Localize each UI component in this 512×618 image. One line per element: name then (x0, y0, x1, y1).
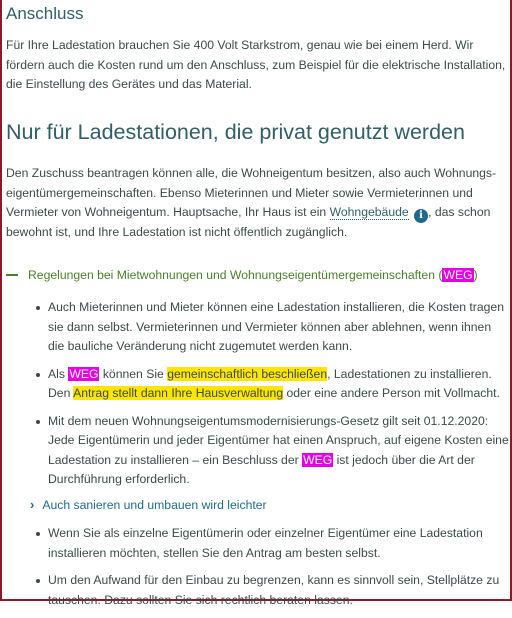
content-page (6, 0, 510, 607)
list-item: Wenn Sie als einzelne Eigentümerin oder einzelner Eigentümer eine Ladestation installieren möchten, stellen Sie den Antrag am besten selbst. (36, 524, 510, 563)
sanieren-link[interactable] (30, 497, 267, 512)
accordion-mietwohnungen[interactable] (6, 268, 510, 282)
list-item (36, 365, 510, 404)
eligibility-paragraph (6, 164, 510, 243)
accordion-label (28, 268, 478, 282)
section-title: Anschluss (6, 4, 84, 23)
list-item: Um den Aufwand für den Einbau zu begrenzen, kann es sinnvoll sein, Stellplätze zu tauschen. Dazu sollten Sie sich rechtlich beraten lassen. (36, 571, 510, 610)
collapse-minus-icon (6, 274, 18, 276)
sanieren-list (36, 524, 510, 618)
weg-highlight: WEG (443, 268, 473, 282)
accordion-label-close: ) (473, 268, 478, 282)
eligibility-text-2: , das schon bewohnt ist, und Ihre Ladestation ist nicht öffentlich zugänglich. (6, 205, 491, 239)
yellow-highlight: gemeinschaftlich beschließen (167, 366, 328, 381)
list-item: Auch Mieterinnen und Mieter können eine Ladestation installieren, die Kosten tragen sie dann selbst. Vermieterinnen und Vermieter können aber ablehnen, wenn ihnen die bauliche Veränderung nicht zugemutet werden kann. (36, 298, 510, 357)
weg-highlight: WEG (69, 366, 99, 381)
regelungen-list (36, 298, 510, 498)
info-icon[interactable]: i (414, 209, 428, 223)
list-text: können Sie (99, 366, 168, 381)
list-text: , Ladestationen zu installieren. Den (48, 366, 492, 400)
anschluss-paragraph: Für Ihre Ladestation brauchen Sie 400 Volt Starkstrom, genau wie bei einem Herd. Wir fördern auch die Kosten rund um den Anschluss, zum Beispiel für die elektrische Installation, die Einstellung des Gerätes und das Material. (6, 38, 506, 91)
list-text: ist jedoch über die Art der Durchführung erforderlich. (48, 452, 475, 486)
sanieren-label: Auch sanieren und umbauen wird leichter (42, 497, 267, 512)
list-text: Mit dem neuen Wohnungseigentumsmodernisierungs-Gesetz gilt seit 01.12.2020: Jede Eigentümerin und jeder Eigentümer hat einen Anspruch, auf eigene Kosten eine Ladestation zu installieren – ein Beschluss der (48, 413, 509, 467)
chevron-right-icon: › (30, 497, 35, 512)
weg-highlight: WEG (303, 452, 333, 467)
eligibility-text-1: Den Zuschuss beantragen können alle, die Wohneigentum besitzen, also auch Wohnungs-eigentümergemeinschaften. Ebenso Mieterinnen und Mieter sowie Vermieterinnen und Vermieter von Wohneigentum. Hauptsache, Ihr Haus ist ein (6, 166, 497, 219)
yellow-highlight: Antrag stellt dann Ihre Hausverwaltung (73, 386, 284, 400)
wohngebaeude-link[interactable]: Wohngebäude (329, 205, 409, 219)
list-text: oder eine andere Person mit Vollmacht. (283, 386, 500, 400)
list-item (36, 412, 510, 490)
list-text: Als (48, 366, 69, 381)
page-heading: Nur für Ladestationen, die privat genutzt werden (6, 120, 465, 144)
accordion-label-text: Regelungen bei Mietwohnungen und Wohnungseigentümergemeinschaften ( (28, 268, 443, 282)
